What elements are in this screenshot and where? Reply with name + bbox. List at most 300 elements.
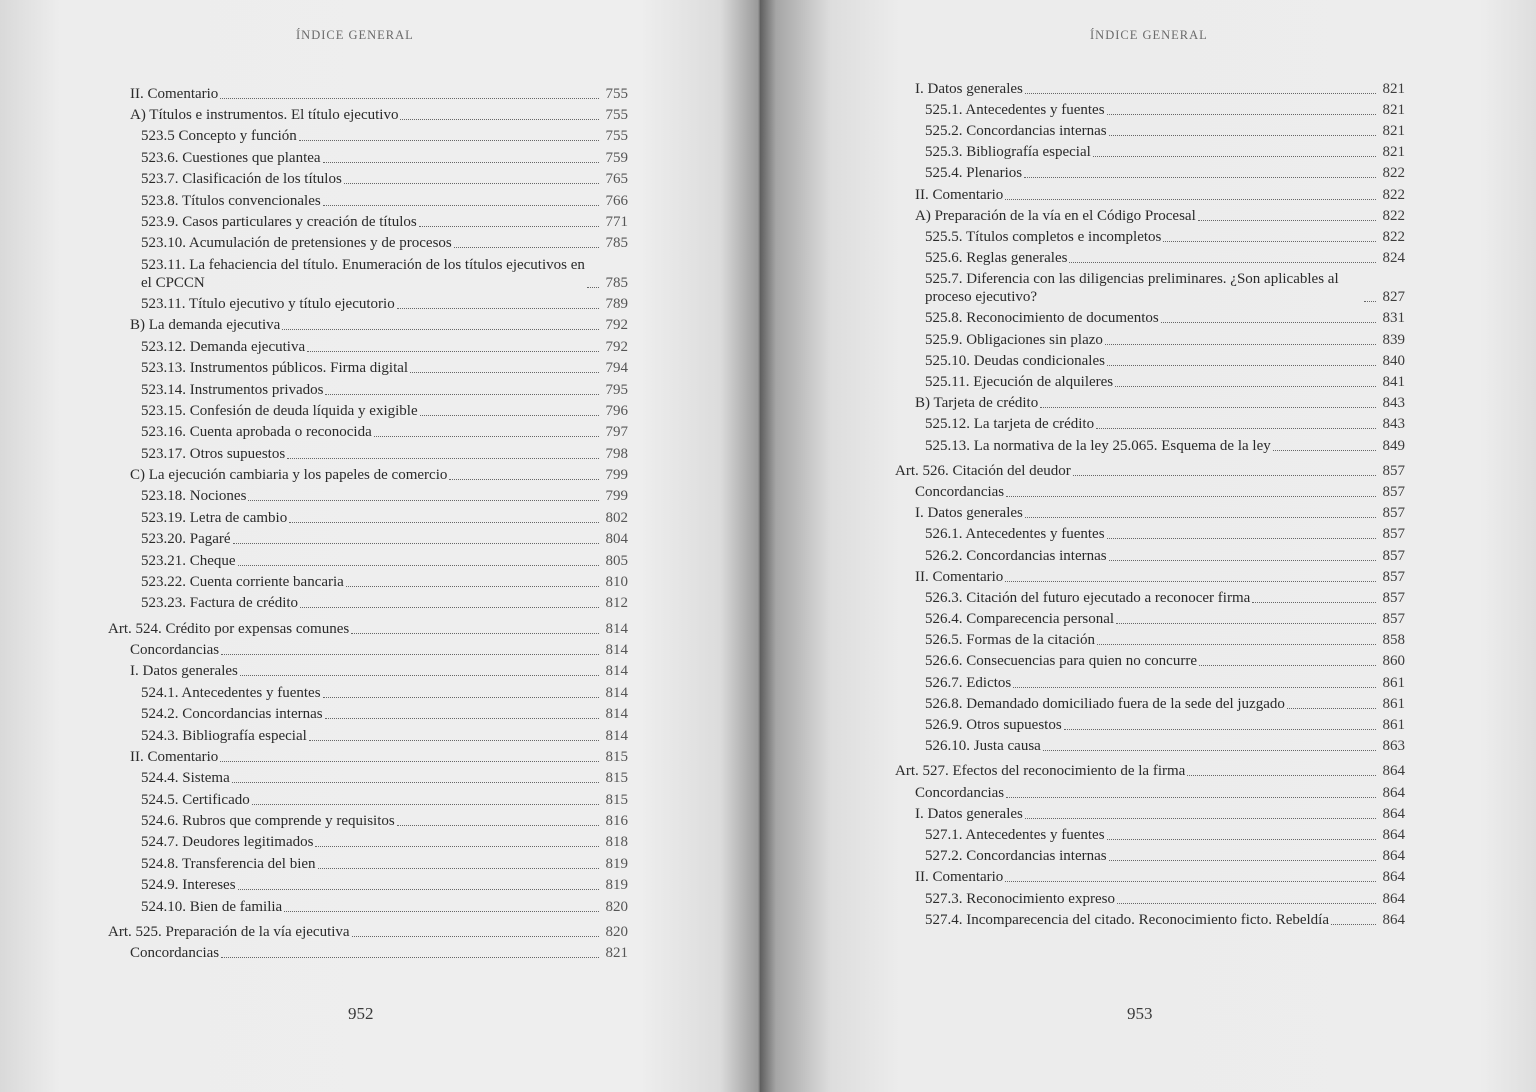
page-number: 952 (348, 1004, 374, 1023)
toc-entry-page: 814 (605, 706, 628, 723)
dot-leader (221, 653, 599, 655)
toc-entry-page: 843 (1382, 395, 1405, 412)
dot-leader (1107, 113, 1376, 115)
toc-entry (108, 593, 628, 614)
toc-entry-title: 523.8. Títulos convencionales (141, 192, 321, 209)
toc-entry (895, 545, 1405, 566)
dot-leader (374, 435, 599, 437)
dot-leader (325, 717, 599, 719)
toc-entry-page: 814 (605, 642, 628, 659)
toc-entry-title: 523.22. Cuenta corriente bancaria (141, 573, 344, 590)
dot-leader (1025, 516, 1376, 518)
toc-entry-page: 827 (1382, 289, 1405, 306)
dot-leader (1364, 300, 1376, 302)
dot-leader (419, 225, 599, 227)
toc-entry-page: 864 (1382, 784, 1405, 801)
toc-entry (895, 226, 1405, 247)
dot-leader (454, 246, 599, 248)
toc-entry-page: 864 (1382, 805, 1405, 822)
toc-entry (895, 120, 1405, 141)
page-number: 953 (1127, 1004, 1153, 1023)
toc-entry (895, 269, 1405, 308)
toc-entry (895, 371, 1405, 392)
dot-leader (1252, 601, 1376, 603)
toc-entry (895, 909, 1405, 930)
toc-entry-title: Art. 526. Citación del deudor (895, 462, 1071, 479)
dot-leader (1096, 427, 1376, 429)
dot-leader (238, 564, 599, 566)
dot-leader (1107, 364, 1376, 366)
toc-entry-title: 523.10. Acumulación de pretensiones y de procesos (141, 235, 452, 252)
toc-entry-title: 524.7. Deudores legitimados (141, 834, 314, 851)
toc-entry (108, 571, 628, 592)
dot-leader (1043, 749, 1376, 751)
toc-entry (895, 651, 1405, 672)
toc-entry-page: 766 (605, 192, 628, 209)
toc-entry-title: 525.4. Plenarios (925, 165, 1023, 182)
toc-entry-page: 861 (1382, 674, 1405, 691)
toc-entry-title: B) Tarjeta de crédito (915, 395, 1039, 412)
dot-leader (1109, 559, 1376, 561)
toc-entry (108, 682, 628, 703)
toc-entry-page: 795 (605, 381, 628, 398)
toc-entry (895, 99, 1405, 120)
toc-entry-title: 525.5. Títulos completos e incompletos (925, 228, 1162, 245)
toc-entry-title: 525.10. Deudas condicionales (925, 352, 1105, 369)
toc-entry-page: 814 (605, 684, 628, 701)
toc-entry-page: 814 (605, 620, 628, 637)
dot-leader (248, 499, 599, 501)
toc-entry-page: 857 (1382, 462, 1405, 479)
toc-entry (108, 254, 628, 293)
toc-entry-page: 771 (605, 213, 628, 230)
toc-entry-page: 821 (1382, 122, 1405, 139)
toc-entry-title: 526.6. Consecuencias para quien no concurre (925, 653, 1197, 670)
toc-entry-page: 822 (1382, 228, 1405, 245)
toc-entry (108, 507, 628, 528)
toc-entry-title: 523.11. La fehaciencia del título. Enumeración de los títulos ejecutivos en el CPCCN (141, 256, 585, 291)
dot-leader (1198, 219, 1376, 221)
toc-entry (108, 336, 628, 357)
toc-entry (108, 104, 628, 125)
toc-entry-page: 785 (605, 235, 628, 252)
toc-entry-title: Concordancias (915, 483, 1005, 500)
toc-entry (108, 746, 628, 767)
toc-entry-title: 523.12. Demanda ejecutiva (141, 338, 306, 355)
toc-entry (108, 233, 628, 254)
toc-entry-title: 524.8. Transferencia del bien (141, 855, 316, 872)
dot-leader (1331, 923, 1376, 925)
toc-entry (108, 810, 628, 831)
toc-entry-title: Concordancias (915, 784, 1005, 801)
dot-leader (1116, 622, 1376, 624)
toc-entry-title: 524.5. Certificado (141, 791, 250, 808)
right-page (760, 0, 1536, 1092)
toc-entry (108, 83, 628, 104)
dot-leader (1013, 686, 1376, 688)
toc-entry (108, 147, 628, 168)
toc-entry (895, 630, 1405, 651)
toc-entry-title: 523.19. Letra de cambio (141, 509, 288, 526)
toc-entry (895, 503, 1405, 524)
toc-entry-title: 525.2. Concordancias internas (925, 122, 1107, 139)
toc-entry-title: 525.1. Antecedentes y fuentes (925, 101, 1105, 118)
dot-leader (1005, 198, 1376, 200)
dot-leader (1107, 537, 1376, 539)
toc-entry-page: 755 (605, 85, 628, 102)
toc-entry (895, 142, 1405, 163)
toc-entry (895, 205, 1405, 226)
running-head: ÍNDICE GENERAL (296, 28, 414, 42)
toc-entry (108, 443, 628, 464)
dot-leader (1025, 817, 1376, 819)
dot-leader (252, 803, 599, 805)
toc-entry-page: 824 (1382, 250, 1405, 267)
toc-entry (108, 211, 628, 232)
toc-entry-title: 525.12. La tarjeta de crédito (925, 416, 1095, 433)
toc-entry (108, 832, 628, 853)
dot-leader (1005, 580, 1376, 582)
toc-entry (895, 609, 1405, 630)
toc-entry-page: 789 (605, 296, 628, 313)
toc-entry (895, 460, 1405, 481)
toc-entry-page: 814 (605, 663, 628, 680)
toc-entry-title: 526.7. Edictos (925, 674, 1012, 691)
toc-entry-page: 860 (1382, 653, 1405, 670)
toc-entry-title: C) La ejecución cambiaria y los papeles de comercio (130, 467, 448, 484)
dot-leader (1105, 343, 1376, 345)
dot-leader (1161, 321, 1376, 323)
toc-entry-title: I. Datos generales (915, 80, 1023, 97)
toc-entry (108, 943, 628, 964)
toc-entry (108, 661, 628, 682)
toc-entry-page: 814 (605, 727, 628, 744)
toc-entry (108, 315, 628, 336)
dot-leader (220, 760, 599, 762)
toc-entry-title: 526.4. Comparecencia personal (925, 611, 1115, 628)
dot-leader (420, 414, 599, 416)
toc-entry (108, 486, 628, 507)
dot-leader (400, 118, 599, 120)
dot-leader (323, 161, 599, 163)
toc-entry (108, 379, 628, 400)
toc-entry-title: I. Datos generales (915, 505, 1023, 522)
toc-entry-page: 864 (1382, 869, 1405, 886)
toc-entry-title: Concordancias (130, 945, 220, 962)
toc-entry-page: 818 (605, 834, 628, 851)
toc-entry-title: 523.11. Título ejecutivo y título ejecutorio (141, 296, 395, 313)
toc-entry-page: 864 (1382, 848, 1405, 865)
table-of-contents (895, 78, 1405, 930)
toc-entry-title: A) Preparación de la vía en el Código Procesal (915, 207, 1196, 224)
toc-entry-title: 526.5. Formas de la citación (925, 632, 1095, 649)
toc-entry-page: 857 (1382, 526, 1405, 543)
toc-entry (895, 761, 1405, 782)
toc-entry (108, 768, 628, 789)
toc-entry-page: 815 (605, 748, 628, 765)
toc-entry-page: 812 (605, 595, 628, 612)
toc-entry-page: 821 (1382, 144, 1405, 161)
toc-entry-page: 792 (605, 338, 628, 355)
toc-entry-title: 523.5 Concepto y función (141, 128, 297, 145)
toc-entry-page: 858 (1382, 632, 1405, 649)
dot-leader (1069, 261, 1376, 263)
dot-leader (315, 845, 599, 847)
toc-entry-title: 523.17. Otros supuestos (141, 445, 286, 462)
running-head: ÍNDICE GENERAL (1090, 28, 1208, 42)
dot-leader (220, 97, 599, 99)
toc-entry-page: 841 (1382, 374, 1405, 391)
dot-leader (1163, 240, 1376, 242)
toc-entry-title: II. Comentario (915, 568, 1004, 585)
dot-leader (221, 956, 599, 958)
toc-entry-title: 523.9. Casos particulares y creación de títulos (141, 213, 417, 230)
toc-entry-title: 526.10. Justa causa (925, 738, 1041, 755)
toc-entry (895, 329, 1405, 350)
left-page (0, 0, 760, 1092)
toc-entry-title: 524.4. Sistema (141, 770, 230, 787)
toc-entry (108, 725, 628, 746)
toc-entry-page: 822 (1382, 165, 1405, 182)
toc-entry-title: 524.2. Concordancias internas (141, 706, 323, 723)
toc-entry-page: 864 (1382, 890, 1405, 907)
toc-entry-title: I. Datos generales (915, 805, 1023, 822)
toc-entry-page: 861 (1382, 695, 1405, 712)
toc-entry-title: 526.9. Otros supuestos (925, 717, 1062, 734)
toc-entry (108, 464, 628, 485)
dot-leader (232, 781, 599, 783)
toc-entry (108, 422, 628, 443)
toc-entry-title: I. Datos generales (130, 663, 238, 680)
toc-entry-page: 819 (605, 855, 628, 872)
toc-entry-title: Art. 525. Preparación de la vía ejecutiva (108, 923, 350, 940)
toc-entry-page: 863 (1382, 738, 1405, 755)
dot-leader (307, 350, 599, 352)
toc-entry-title: Art. 524. Crédito por expensas comunes (108, 620, 350, 637)
toc-entry-page: 822 (1382, 186, 1405, 203)
toc-entry (895, 350, 1405, 371)
toc-entry-page: 755 (605, 128, 628, 145)
toc-entry (108, 400, 628, 421)
dot-leader (1117, 902, 1376, 904)
toc-entry (895, 782, 1405, 803)
dot-leader (323, 204, 599, 206)
dot-leader (289, 521, 599, 523)
toc-entry-title: 524.1. Antecedentes y fuentes (141, 684, 321, 701)
toc-entry (895, 672, 1405, 693)
toc-entry-title: 523.6. Cuestiones que plantea (141, 149, 321, 166)
toc-entry-title: 525.9. Obligaciones sin plazo (925, 331, 1103, 348)
toc-entry (895, 803, 1405, 824)
toc-entry-title: 523.14. Instrumentos privados (141, 381, 324, 398)
toc-entry-page: 857 (1382, 505, 1405, 522)
toc-entry-page: 796 (605, 402, 628, 419)
dot-leader (1273, 449, 1376, 451)
toc-entry-page: 864 (1382, 826, 1405, 843)
dot-leader (240, 674, 599, 676)
toc-entry-title: 525.7. Diferencia con las diligencias preliminares. ¿Son aplicables al proceso ejecutivo? (925, 271, 1339, 306)
dot-leader (410, 371, 599, 373)
toc-entry (108, 618, 628, 639)
dot-leader (1006, 796, 1376, 798)
dot-leader (284, 910, 599, 912)
toc-entry (108, 190, 628, 211)
dot-leader (233, 542, 599, 544)
toc-entry (108, 875, 628, 896)
toc-entry-title: II. Comentario (915, 869, 1004, 886)
toc-entry (108, 789, 628, 810)
dot-leader (1040, 406, 1376, 408)
toc-entry (895, 435, 1405, 456)
toc-entry (895, 824, 1405, 845)
toc-entry-page: 839 (1382, 331, 1405, 348)
toc-entry-title: Art. 527. Efectos del reconocimiento de la firma (895, 763, 1186, 780)
dot-leader (282, 328, 599, 330)
toc-entry-title: 524.9. Intereses (141, 877, 236, 894)
toc-entry-title: 526.8. Demandado domiciliado fuera de la sede del juzgado (925, 695, 1285, 712)
toc-entry-title: 523.20. Pagaré (141, 531, 231, 548)
toc-entry-title: 523.7. Clasificación de los títulos (141, 171, 342, 188)
dot-leader (323, 696, 599, 698)
toc-entry-page: 849 (1382, 437, 1405, 454)
toc-entry-page: 815 (605, 791, 628, 808)
toc-entry-page: 861 (1382, 717, 1405, 734)
toc-entry (895, 78, 1405, 99)
toc-entry (895, 867, 1405, 888)
dot-leader (1109, 134, 1376, 136)
dot-leader (1073, 474, 1376, 476)
dot-leader (1187, 774, 1376, 776)
toc-entry-page: 785 (605, 274, 628, 291)
toc-entry (108, 529, 628, 550)
toc-entry-page: 805 (605, 552, 628, 569)
toc-entry-page: 857 (1382, 568, 1405, 585)
toc-entry-title: 523.23. Factura de crédito (141, 595, 299, 612)
toc-entry (895, 248, 1405, 269)
toc-entry-page: 816 (605, 813, 628, 830)
toc-entry (108, 126, 628, 147)
toc-entry-page: 759 (605, 149, 628, 166)
toc-entry (895, 524, 1405, 545)
toc-entry-page: 820 (605, 898, 628, 915)
dot-leader (1109, 859, 1376, 861)
toc-entry (895, 481, 1405, 502)
toc-entry (895, 393, 1405, 414)
toc-entry-page: 821 (1382, 101, 1405, 118)
dot-leader (1064, 728, 1376, 730)
dot-leader (287, 457, 599, 459)
toc-entry-title: 525.3. Bibliografía especial (925, 144, 1091, 161)
toc-entry (108, 358, 628, 379)
dot-leader (1093, 155, 1376, 157)
toc-entry-page: 819 (605, 877, 628, 894)
toc-entry-page: 821 (1382, 80, 1405, 97)
toc-entry-title: 524.10. Bien de familia (141, 898, 283, 915)
toc-entry (895, 714, 1405, 735)
toc-entry-title: A) Títulos e instrumentos. El título ejecutivo (130, 107, 399, 124)
dot-leader (587, 286, 599, 288)
dot-leader (1115, 385, 1376, 387)
toc-entry-page: 820 (605, 923, 628, 940)
toc-entry-page: 810 (605, 573, 628, 590)
toc-entry-page: 799 (605, 488, 628, 505)
toc-entry (108, 896, 628, 917)
toc-entry (895, 736, 1405, 757)
dot-leader (325, 393, 599, 395)
toc-entry (895, 163, 1405, 184)
dot-leader (1005, 880, 1376, 882)
dot-leader (397, 824, 599, 826)
toc-entry-title: 527.1. Antecedentes y fuentes (925, 826, 1105, 843)
dot-leader (397, 307, 599, 309)
toc-entry-title: 523.21. Cheque (141, 552, 236, 569)
toc-entry-page: 857 (1382, 589, 1405, 606)
toc-entry-title: 523.13. Instrumentos públicos. Firma digital (141, 360, 409, 377)
toc-entry (108, 550, 628, 571)
toc-entry (108, 169, 628, 190)
dot-leader (1097, 643, 1376, 645)
dot-leader (1287, 707, 1376, 709)
toc-entry-page: 798 (605, 445, 628, 462)
toc-entry (895, 184, 1405, 205)
dot-leader (238, 888, 599, 890)
toc-entry-page: 831 (1382, 310, 1405, 327)
toc-entry-title: 523.18. Nociones (141, 488, 247, 505)
toc-entry-title: 525.8. Reconocimiento de documentos (925, 310, 1159, 327)
toc-entry-page: 799 (605, 467, 628, 484)
toc-entry (108, 639, 628, 660)
dot-leader (351, 632, 599, 634)
toc-entry-page: 821 (605, 945, 628, 962)
toc-entry-page: 765 (605, 171, 628, 188)
dot-leader (344, 182, 599, 184)
toc-entry (895, 587, 1405, 608)
toc-entry (108, 853, 628, 874)
toc-entry (895, 888, 1405, 909)
dot-leader (1025, 92, 1376, 94)
table-of-contents (108, 83, 628, 964)
toc-entry-title: 525.6. Reglas generales (925, 250, 1068, 267)
toc-entry-page: 797 (605, 424, 628, 441)
toc-entry-title: 525.13. La normativa de la ley 25.065. Esquema de la ley (925, 437, 1271, 454)
toc-entry (895, 566, 1405, 587)
toc-entry-page: 864 (1382, 911, 1405, 928)
dot-leader (352, 935, 599, 937)
toc-entry-title: 523.15. Confesión de deuda líquida y exigible (141, 402, 418, 419)
toc-entry-title: 526.1. Antecedentes y fuentes (925, 526, 1105, 543)
dot-leader (309, 739, 599, 741)
toc-entry-title: 524.6. Rubros que comprende y requisitos (141, 813, 395, 830)
toc-entry-title: 524.3. Bibliografía especial (141, 727, 307, 744)
toc-entry (895, 414, 1405, 435)
toc-entry-title: 525.11. Ejecución de alquileres (925, 374, 1114, 391)
toc-entry-page: 840 (1382, 352, 1405, 369)
toc-entry-title: 527.4. Incomparecencia del citado. Reconocimiento ficto. Rebeldía (925, 911, 1330, 928)
toc-entry-page: 792 (605, 317, 628, 334)
dot-leader (346, 585, 599, 587)
dot-leader (1006, 495, 1376, 497)
toc-entry-page: 815 (605, 770, 628, 787)
toc-entry-page: 857 (1382, 483, 1405, 500)
toc-entry-page: 857 (1382, 611, 1405, 628)
toc-entry-title: 526.3. Citación del futuro ejecutado a reconocer firma (925, 589, 1251, 606)
toc-entry (108, 921, 628, 942)
toc-entry-title: 527.3. Reconocimiento expreso (925, 890, 1115, 907)
dot-leader (1199, 664, 1376, 666)
dot-leader (449, 478, 599, 480)
toc-entry (108, 293, 628, 314)
toc-entry-title: II. Comentario (130, 748, 219, 765)
